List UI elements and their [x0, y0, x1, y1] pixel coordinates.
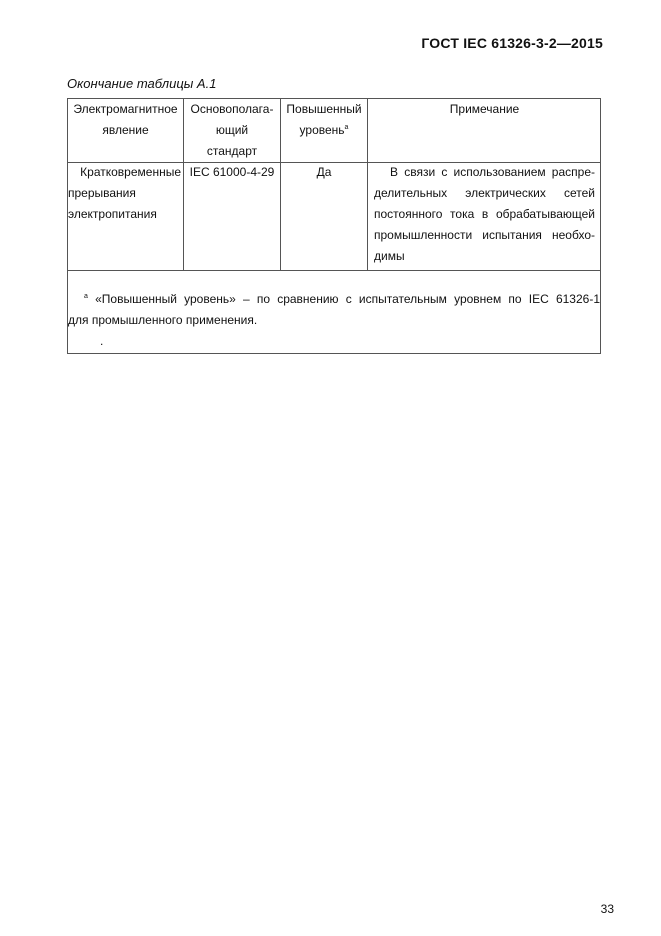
cell-phenomenon: Кратковременные прерывания электропитания — [68, 165, 181, 221]
document-header: ГОСТ IEC 61326-3-2—2015 — [421, 35, 603, 51]
page-number: 33 — [600, 902, 614, 916]
header-standard: Основополага- ющий стандарт — [190, 102, 274, 158]
cell-elevated-level: Да — [316, 165, 332, 179]
footnote-mark: a — [344, 124, 349, 131]
footnote-mark: a — [84, 293, 88, 300]
cell-note: В связи с использованием распре- делительных электрических сетей постоянного тока в обрабатывающей промышленности испытания необхо- димы — [374, 165, 595, 263]
data-table — [67, 98, 601, 354]
table-caption: Окончание таблицы А.1 — [67, 76, 217, 91]
header-elevated-level: Повышенный уровень$^a$ — [286, 102, 362, 137]
table-footnote: $^a$ «Повышенный уровень» – по сравнению с испытательным уровнем по IEC 61326-1 для промышленного применения. . — [68, 292, 600, 348]
header-phenomenon: Электромагнитное явление — [73, 102, 178, 137]
cell-standard: IEC 61000-4-29 — [189, 165, 275, 179]
header-note: Примечание — [449, 102, 520, 116]
